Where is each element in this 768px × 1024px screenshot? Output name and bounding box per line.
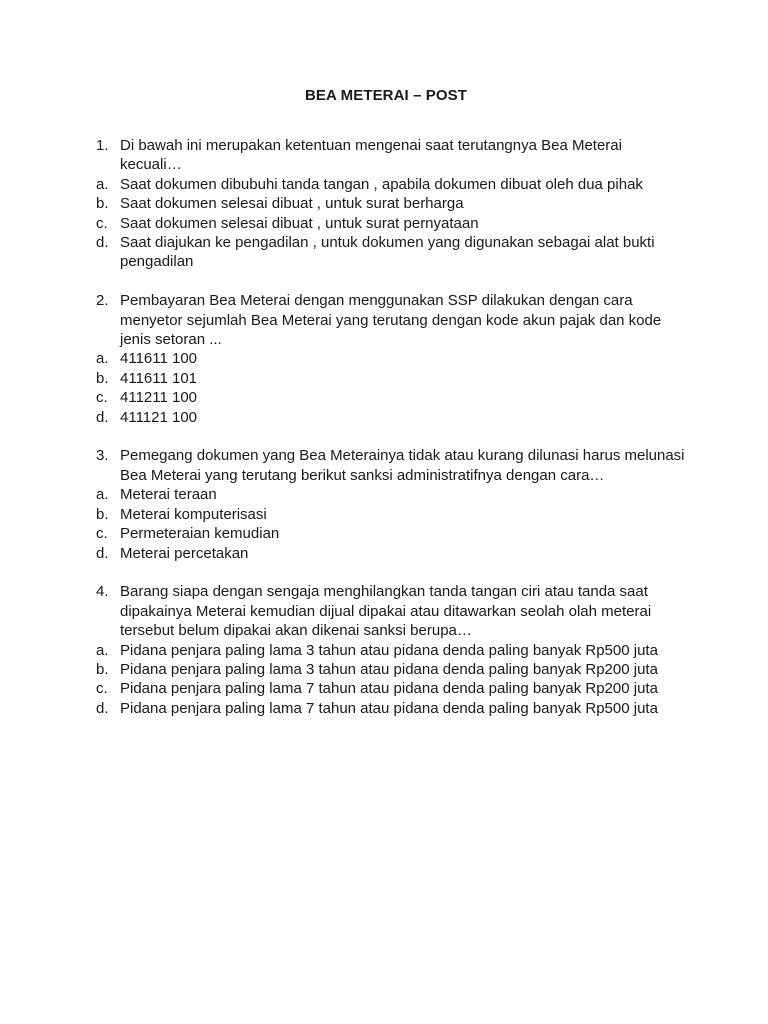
answer-option bbox=[96, 369, 686, 388]
answer-option bbox=[96, 641, 686, 660]
answer-option bbox=[96, 233, 686, 272]
option-text: Saat dokumen dibubuhi tanda tangan , apabila dokumen dibuat oleh dua pihak bbox=[120, 175, 643, 193]
answer-option bbox=[96, 349, 686, 368]
option-text: Saat diajukan ke pengadilan , untuk dokumen yang digunakan sebagai alat bukti pengadilan bbox=[120, 234, 655, 271]
answer-option bbox=[96, 524, 686, 543]
option-text: 411611 100 bbox=[120, 350, 198, 368]
option-text: Meterai teraan bbox=[120, 486, 217, 504]
question-number: 3. bbox=[96, 447, 109, 465]
question-stem bbox=[96, 582, 686, 640]
question-stem bbox=[96, 446, 686, 485]
option-text: 411211 100 bbox=[120, 389, 198, 407]
option-text: Pidana penjara paling lama 7 tahun atau pidana denda paling banyak Rp200 juta bbox=[120, 680, 658, 698]
question-2 bbox=[96, 291, 686, 427]
option-text: Meterai komputerisasi bbox=[120, 505, 267, 523]
option-letter: b. bbox=[96, 660, 109, 678]
question-number: 2. bbox=[96, 292, 109, 310]
option-letter: c. bbox=[96, 214, 108, 232]
answer-option bbox=[96, 699, 686, 718]
answer-option bbox=[96, 679, 686, 698]
option-letter: b. bbox=[96, 369, 109, 387]
question-list bbox=[96, 136, 686, 738]
answer-option bbox=[96, 408, 686, 427]
option-text: Meterai percetakan bbox=[120, 544, 249, 562]
option-letter: c. bbox=[96, 525, 108, 543]
answer-option bbox=[96, 660, 686, 679]
option-text: 411611 101 bbox=[120, 369, 198, 387]
answer-option bbox=[96, 175, 686, 194]
option-letter: b. bbox=[96, 195, 109, 213]
option-text: Permeteraian kemudian bbox=[120, 525, 280, 543]
answer-option bbox=[96, 388, 686, 407]
question-4 bbox=[96, 582, 686, 718]
answer-option bbox=[96, 214, 686, 233]
option-letter: a. bbox=[96, 350, 109, 368]
answer-option bbox=[96, 505, 686, 524]
document-title: BEA METERAI – POST bbox=[304, 87, 468, 104]
answer-option bbox=[96, 485, 686, 504]
option-letter: d. bbox=[96, 699, 109, 717]
question-number: 4. bbox=[96, 583, 109, 601]
option-letter: d. bbox=[96, 234, 109, 252]
question-text: Pemegang dokumen yang Bea Meterainya tidak atau kurang dilunasi harus melunasi Bea Meterai yang terutang berikut sanksi administratifnya dengan cara… bbox=[120, 447, 685, 484]
answer-option bbox=[96, 544, 686, 563]
option-text: Saat dokumen selesai dibuat , untuk surat berharga bbox=[120, 195, 464, 213]
option-letter: c. bbox=[96, 389, 108, 407]
question-3 bbox=[96, 446, 686, 562]
option-text: Saat dokumen selesai dibuat , untuk surat pernyataan bbox=[120, 214, 479, 232]
option-text: Pidana penjara paling lama 3 tahun atau pidana denda paling banyak Rp500 juta bbox=[120, 641, 658, 659]
option-text: 411121 100 bbox=[120, 408, 198, 426]
option-letter: a. bbox=[96, 641, 109, 659]
option-text: Pidana penjara paling lama 7 tahun atau pidana denda paling banyak Rp500 juta bbox=[120, 699, 658, 717]
question-text: Barang siapa dengan sengaja menghilangkan tanda tangan ciri atau tanda saat dipakainya Meterai kemudian dijual dipakai atau ditawarkan seolah olah meterai tersebut belum dipakai akan dikenai sanksi berupa… bbox=[120, 583, 652, 640]
option-text: Pidana penjara paling lama 3 tahun atau pidana denda paling banyak Rp200 juta bbox=[120, 660, 658, 678]
option-letter: d. bbox=[96, 408, 109, 426]
option-letter: d. bbox=[96, 544, 109, 562]
question-number: 1. bbox=[96, 137, 109, 154]
question-1 bbox=[96, 136, 686, 272]
option-letter: a. bbox=[96, 486, 109, 504]
option-letter: b. bbox=[96, 505, 109, 523]
question-text: Di bawah ini merupakan ketentuan mengenai saat terutangnya Bea Meterai kecuali… bbox=[120, 137, 622, 174]
question-stem bbox=[96, 291, 686, 349]
question-text: Pembayaran Bea Meterai dengan menggunakan SSP dilakukan dengan cara menyetor sejumlah Bea Meterai yang terutang dengan kode akun pajak dan kode jenis setoran ... bbox=[120, 292, 662, 349]
option-letter: c. bbox=[96, 680, 108, 698]
answer-option bbox=[96, 194, 686, 213]
option-letter: a. bbox=[96, 175, 109, 193]
question-stem bbox=[96, 136, 686, 175]
